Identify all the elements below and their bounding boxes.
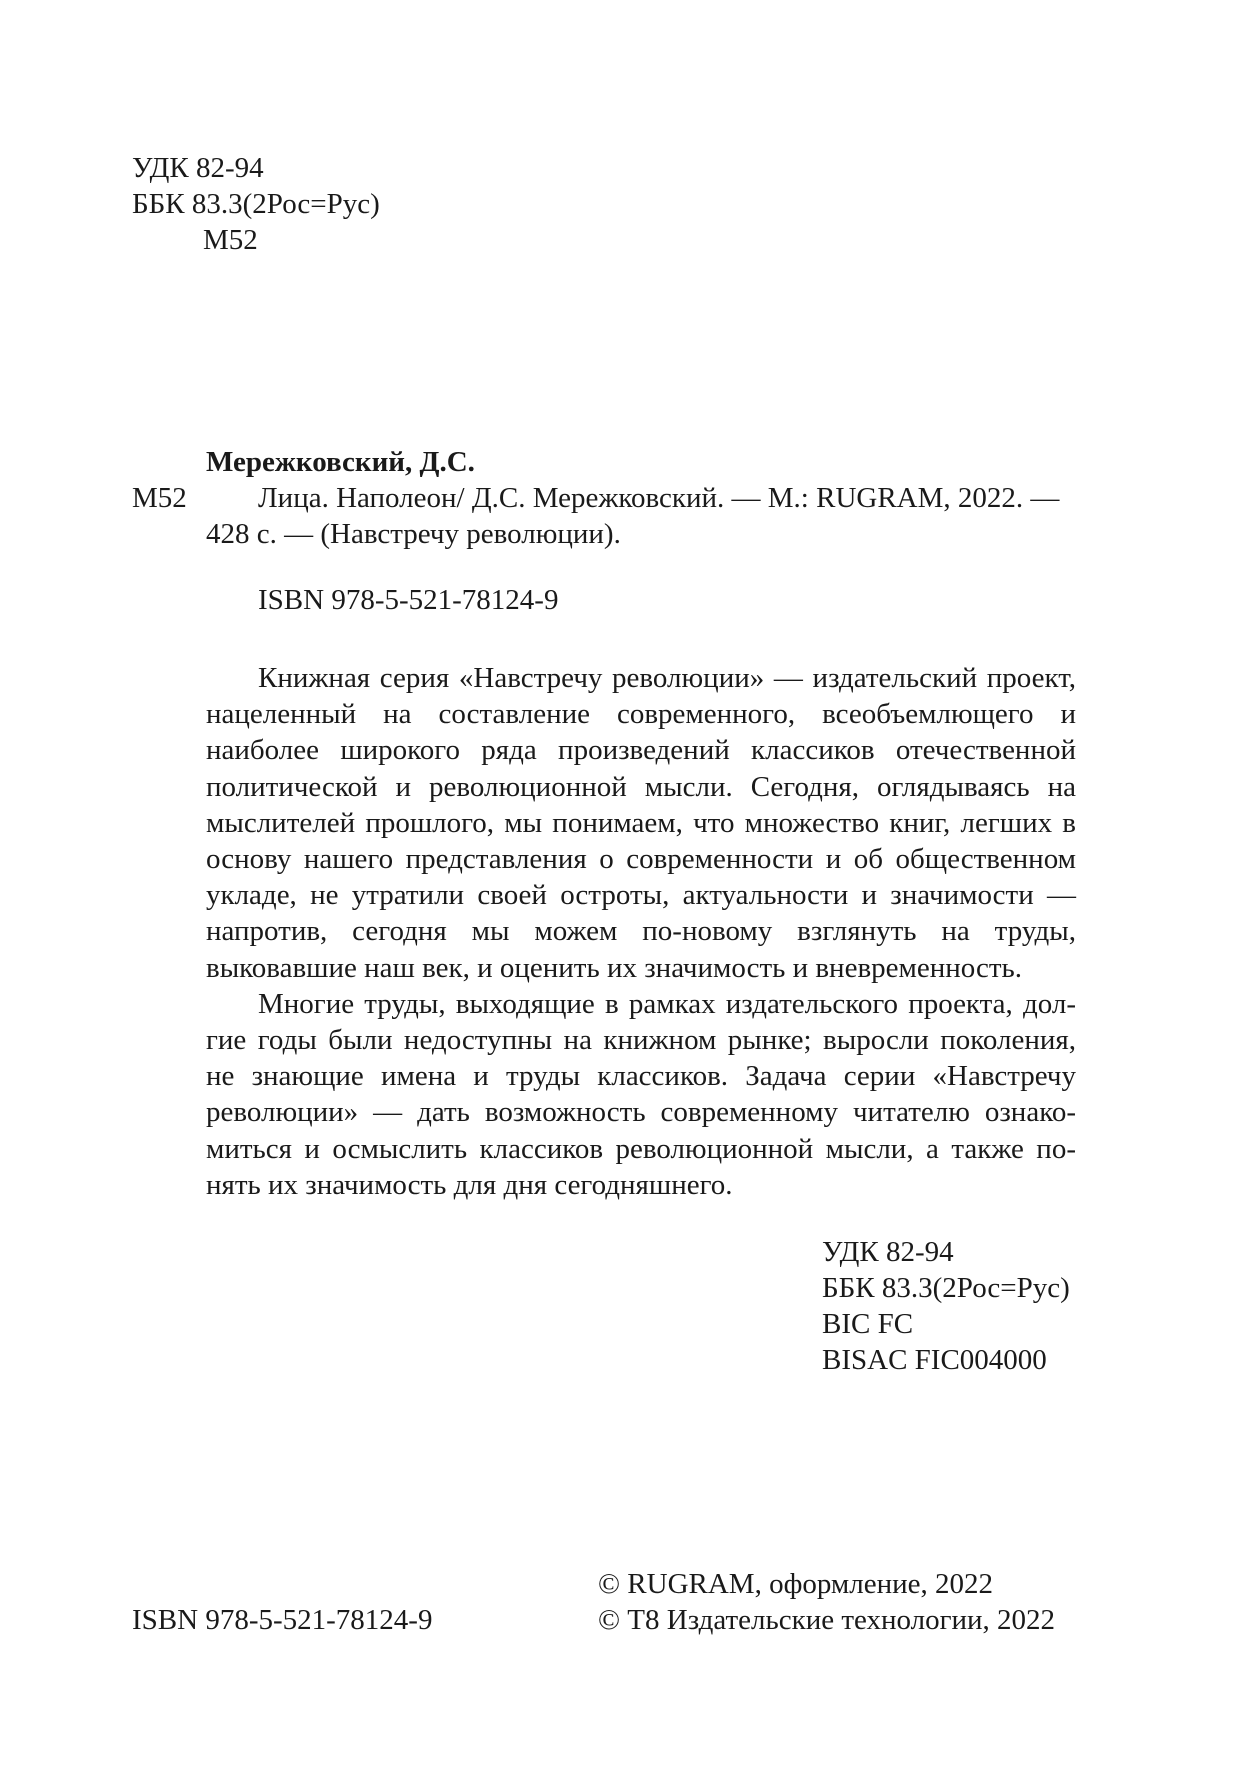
author-mark: М52 — [203, 224, 258, 256]
bottom-classification-codes — [822, 1234, 1070, 1378]
annotation — [206, 660, 1076, 1203]
annotation-paragraph-2: Многие труды, выходящие в рамках издательского проекта, долгие годы были недоступны на книжном рынке; выросли поколения, не знающие имена и труды классиков. Задача серии «Навстречу революции» — дать возможность современному читателю ознакомиться и осмыслить классиков революционной мысли, а также понять их значимость для дня сегодняшнего. — [206, 987, 1076, 1201]
annotation-paragraph-1: Книжная серия «Навстречу революции» — издательский проект, нацеленный на составление современного, всеобъемлющего и наиболее широкого ряда произведений классиков отечественной политической и революционной мысли. Сегодня, оглядываясь на мыслителей прошлого, мы понимаем, что множество книг, легших в основу нашего представления о современности и об общественном укладе, не утратили своей остроты, актуальности и значимости — напротив, сегодня мы можем по-новому взглянуть на труды, выковавшие наш век, и оценить их значимость и вневременность. — [206, 662, 1076, 984]
copyright-design: © RUGRAM, оформление, 2022 — [598, 1568, 994, 1600]
udk-code: УДК 82-94 — [132, 152, 264, 184]
bic-code: BIC FC — [822, 1308, 914, 1340]
entry-author-mark: М52 — [132, 482, 187, 514]
bbk-code: ББК 83.3(2Рос=Рус) — [132, 188, 380, 220]
bib-line-1: Лица. Наполеон/ Д.С. Мережковский. — М.: RUGRAM, 2022. — — [258, 482, 1060, 514]
top-classification-codes — [132, 150, 380, 258]
bbk-code-bottom: ББК 83.3(2Рос=Рус) — [822, 1272, 1070, 1304]
bib-line-2: 428 с. — (Навстречу революции). — [206, 518, 621, 550]
author-heading: Мережковский, Д.С. — [206, 446, 475, 478]
bibliographic-description — [206, 480, 1076, 552]
copyright-notices — [598, 1566, 1055, 1638]
entry-isbn: ISBN 978-5-521-78124-9 — [258, 584, 559, 616]
udk-code-bottom: УДК 82-94 — [822, 1236, 954, 1268]
copyright-publisher: © Т8 Издательские технологии, 2022 — [598, 1604, 1056, 1636]
bisac-code: BISAC FIC004000 — [822, 1344, 1047, 1376]
footer-isbn: ISBN 978-5-521-78124-9 — [132, 1604, 433, 1636]
